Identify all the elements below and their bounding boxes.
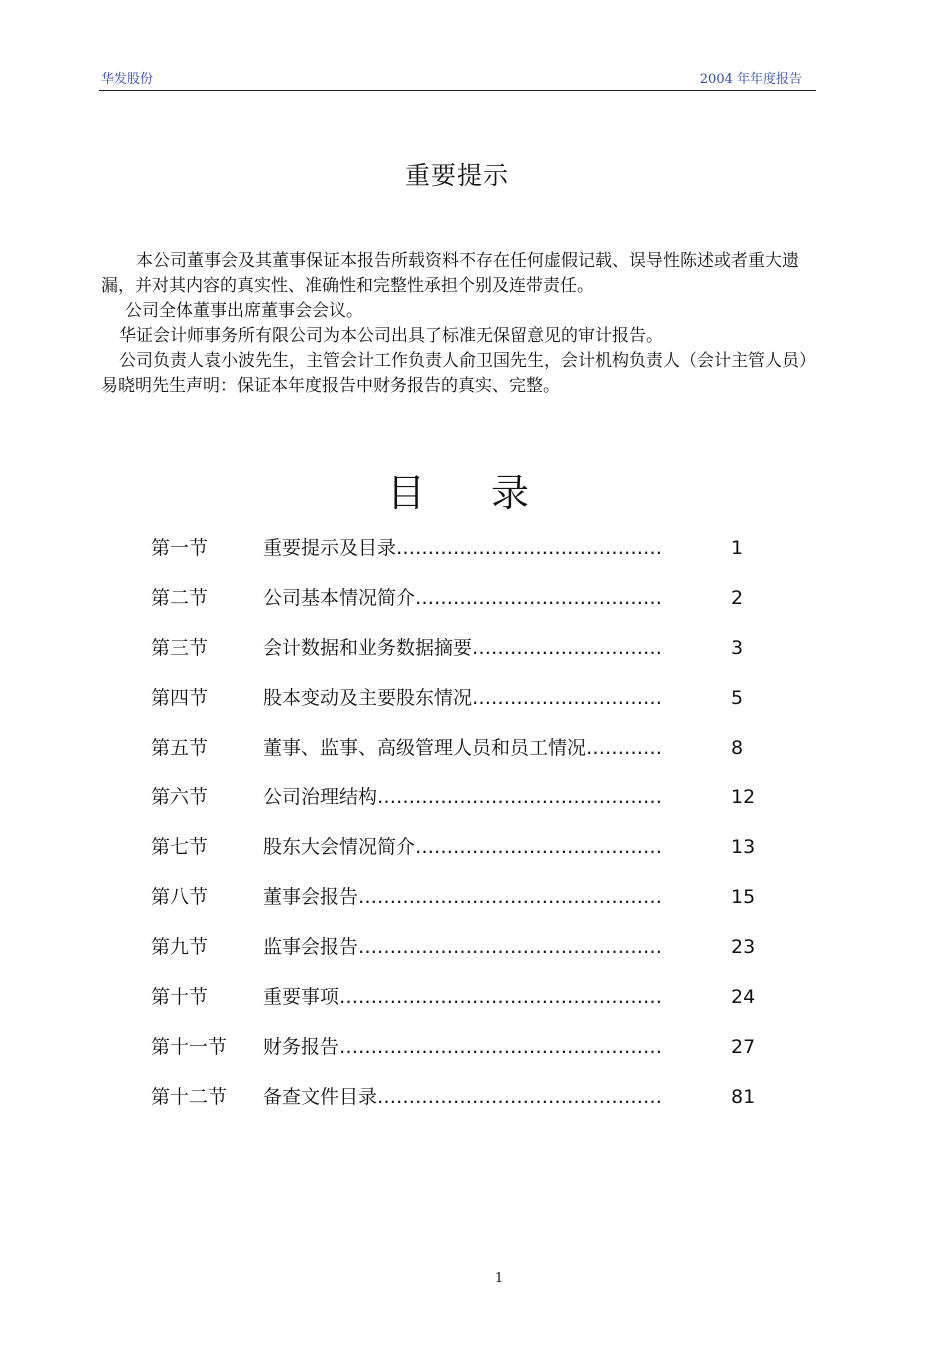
toc-entry[interactable] xyxy=(151,581,771,631)
toc-leader-dots: ………………………………………… xyxy=(358,886,663,909)
toc-section-number: 第一节 xyxy=(151,537,209,559)
toc-title-text: 股东大会情况简介 xyxy=(263,836,416,859)
toc-title-text: 公司基本情况简介 xyxy=(263,586,416,609)
toc-leader-dots: …………………………………… xyxy=(396,537,663,559)
toc-leader-dots: ………………………… xyxy=(472,686,663,709)
toc-leader-dots: ………………………………… xyxy=(415,836,663,859)
toc-entry[interactable] xyxy=(151,930,771,980)
toc-section-number: 第九节 xyxy=(151,936,209,959)
toc-title-text: 重要提示及目录 xyxy=(263,537,397,559)
toc-entry-title xyxy=(263,531,753,565)
toc-entry-title xyxy=(263,780,756,814)
toc-entry[interactable] xyxy=(151,731,771,781)
toc-entry-title xyxy=(263,731,753,765)
toc-title-text: 重要事项 xyxy=(263,986,340,1009)
toc-leader-dots: …………………………………………… xyxy=(339,986,663,1009)
toc-title-text: 监事会报告 xyxy=(263,936,359,959)
toc-leader-dots: ……………………………………… xyxy=(377,786,663,809)
toc-page-number: 27 xyxy=(731,1035,756,1058)
toc-entry-title xyxy=(263,1080,756,1114)
notice-heading: 重要提示 xyxy=(404,161,509,190)
toc-entry-title xyxy=(263,980,756,1014)
toc-heading xyxy=(0,462,916,517)
toc-leader-dots: ………………………… xyxy=(472,636,663,659)
toc-entry[interactable] xyxy=(151,980,771,1030)
toc-entry[interactable] xyxy=(151,1080,771,1130)
toc-entry-title xyxy=(263,930,756,964)
toc-entry-title xyxy=(263,631,753,665)
toc-entry-title xyxy=(263,681,753,715)
page-number: 1 xyxy=(494,1271,504,1286)
toc-entry[interactable] xyxy=(151,880,771,930)
notice-paragraph: 本公司董事会及其董事保证本报告所载资料不存在任何虚假记载、误导性陈述或者重大遗漏，并对其内容的真实性、准确性和完整性承担个别及连带责任。 xyxy=(101,251,799,296)
notice-paragraph: 华证会计师事务所有限公司为本公司出具了标准无保留意见的审计报告。 xyxy=(119,326,663,346)
report-title: 2004 年年度报告 xyxy=(699,72,802,87)
toc-title-text: 会计数据和业务数据摘要 xyxy=(263,636,473,659)
toc-section-number: 第十一节 xyxy=(151,1035,228,1058)
toc-heading-left: 目 xyxy=(386,471,425,515)
toc-entry[interactable] xyxy=(151,681,771,731)
toc-entry[interactable] xyxy=(151,1030,771,1080)
notice-paragraph: 公司负责人袁小波先生，主管会计工作负责人俞卫国先生，会计机构负责人（会计主管人员）易晓明先生声明：保证本年度报告中财务报告的真实、完整。 xyxy=(101,351,816,396)
toc-page-number: 81 xyxy=(731,1085,756,1108)
toc-section-number: 第二节 xyxy=(151,586,209,609)
toc-section-number: 第八节 xyxy=(151,886,209,909)
toc-section-number: 第七节 xyxy=(151,836,209,859)
notice-paragraph: 公司全体董事出席董事会会议。 xyxy=(125,301,363,321)
toc-page-number: 23 xyxy=(731,936,756,959)
toc-page-number: 15 xyxy=(731,886,756,909)
toc-entry[interactable] xyxy=(151,631,771,681)
notice-body xyxy=(101,249,817,399)
toc-title-text: 董事会报告 xyxy=(263,886,359,909)
toc-page-number: 8 xyxy=(731,736,744,759)
toc-page-number: 5 xyxy=(731,686,744,709)
toc-title-text: 股本变动及主要股东情况 xyxy=(263,686,473,709)
toc-title-text: 财务报告 xyxy=(263,1035,340,1058)
toc-entry[interactable] xyxy=(151,830,771,880)
toc-page-number: 2 xyxy=(731,586,744,609)
toc-section-number: 第五节 xyxy=(151,736,209,759)
toc-leader-dots: ………………………………………… xyxy=(358,936,663,959)
toc-section-number: 第十节 xyxy=(151,986,209,1009)
table-of-contents xyxy=(151,531,771,1130)
toc-title-text: 备查文件目录 xyxy=(263,1085,378,1108)
toc-entry[interactable] xyxy=(151,780,771,830)
toc-section-number: 第六节 xyxy=(151,786,209,809)
toc-leader-dots: ……………………………………… xyxy=(377,1085,663,1108)
toc-page-number: 12 xyxy=(731,786,756,809)
toc-page-number: 13 xyxy=(731,836,756,859)
toc-entry-title xyxy=(263,830,756,864)
toc-entry-title xyxy=(263,880,756,914)
toc-title-text: 公司治理结构 xyxy=(263,786,378,809)
toc-page-number: 3 xyxy=(731,636,744,659)
toc-section-number: 第十二节 xyxy=(151,1085,228,1108)
toc-entry-title xyxy=(263,581,753,615)
toc-section-number: 第三节 xyxy=(151,636,209,659)
toc-title-text: 董事、监事、高级管理人员和员工情况 xyxy=(263,736,587,759)
toc-leader-dots: ………… xyxy=(586,736,663,759)
toc-leader-dots: ………………………………… xyxy=(415,586,663,609)
toc-page-number: 1 xyxy=(731,537,744,559)
toc-leader-dots: …………………………………………… xyxy=(339,1035,663,1058)
toc-heading-right: 录 xyxy=(491,471,530,515)
toc-page-number: 24 xyxy=(731,986,756,1009)
toc-section-number: 第四节 xyxy=(151,686,209,709)
toc-entry-title xyxy=(263,1030,756,1064)
page-header xyxy=(99,66,816,91)
toc-entry[interactable] xyxy=(151,531,771,581)
company-name: 华发股份 xyxy=(101,72,154,87)
